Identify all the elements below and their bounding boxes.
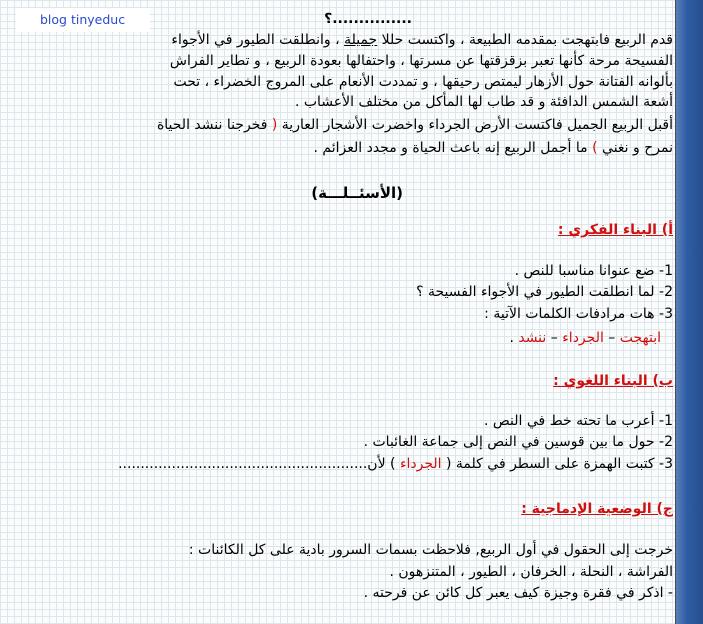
passage-line-2: الفسيحة مرحة كأنها تعبر بزقزقتها عن مسرتها ، واحتفالها بعودة الربيع ، و تطاير الفراش <box>169 53 673 69</box>
section-c-line-1: خرجت إلى الحقول في أول الربيع, فلاحظت بسمات السرور بادية على كل الكائنات : <box>188 542 673 558</box>
word-nunshid: ننشد <box>518 330 547 346</box>
passage-line-5 <box>157 116 673 134</box>
word-ibtahajat: ابتهجت <box>619 330 661 346</box>
section-c-line-3: - اذكر في فقرة وجيزة كيف يعبر كل كائن عن فرحته . <box>363 585 673 601</box>
red-paren: ) <box>592 140 598 156</box>
section-a-question-1: 1- ضع عنوانا مناسبا للنص . <box>514 263 673 279</box>
passage-text: فخرجنا ننشد الحياة <box>156 117 272 133</box>
section-b-heading: ب) البناء اللغوي : <box>553 373 673 389</box>
question-text: ) لأن........................................................ <box>118 456 400 472</box>
word-aljarda: الجرداء <box>399 456 442 472</box>
blog-watermark: blog tinyeduc <box>16 8 150 32</box>
red-paren: ( <box>271 117 278 133</box>
section-a-question-3: 3- هات مرادفات الكلمات الآتية : <box>484 306 673 322</box>
passage-text: ما أجمل الربيع إنه باعث الحياة و مجدد العزائم . <box>313 140 593 156</box>
word-separator: – <box>546 330 563 346</box>
passage-line-1 <box>171 31 673 49</box>
section-a-question-2: 2- لما انطلقت الطيور في الأجواء الفسيحة ؟ <box>416 284 673 300</box>
passage-line-6 <box>314 139 674 157</box>
passage-line-4: أشعة الشمس الدافئة و قد طاب لها المأكل من مختلف الأعشاب . <box>294 94 673 110</box>
window-edge <box>676 0 703 624</box>
word-aljarda: الجرداء <box>562 330 604 346</box>
underlined-word: جميلة <box>344 32 378 48</box>
section-c-line-2: الفراشة ، النحلة ، الخرفان ، الطيور ، المتنزهون . <box>389 564 673 580</box>
passage-text: نمرح و نغني <box>597 140 673 156</box>
word-end: . <box>509 330 519 346</box>
section-a-heading: أ) البناء الفكري : <box>557 222 673 238</box>
passage-line-3: بألوانه الفتانة حول الأزهار ليمتص رحيقها ، و تمددت الأنعام على المروج الخضراء ، تحت <box>173 74 673 90</box>
passage-title-dots: ...............؟ <box>324 11 412 27</box>
section-c-heading: ج) الوضعية الإدماجية : <box>521 501 673 517</box>
section-b-question-2: 2- حول ما بين قوسين في النص إلى جماعة الغائبات . <box>363 434 673 450</box>
passage-text: ، وانطلقت الطيور في الأجواء <box>171 32 345 48</box>
passage-text: قدم الربيع فابتهجت بمقدمه الطبيعة ، واكتست حللا <box>377 32 673 48</box>
questions-title: (الأسئــلـــة) <box>311 184 403 202</box>
section-b-question-3 <box>118 455 673 473</box>
section-a-words <box>509 329 661 347</box>
question-text: 3- كتبت الهمزة على السطر في كلمة ( <box>441 456 673 472</box>
section-b-question-1: 1- أعرب ما تحته خط في النص . <box>484 413 673 429</box>
word-separator: – <box>603 330 620 346</box>
passage-text: أقبل الربيع الجميل فاكتست الأرض الجرداء واخضرت الأشجار العارية <box>277 117 673 133</box>
